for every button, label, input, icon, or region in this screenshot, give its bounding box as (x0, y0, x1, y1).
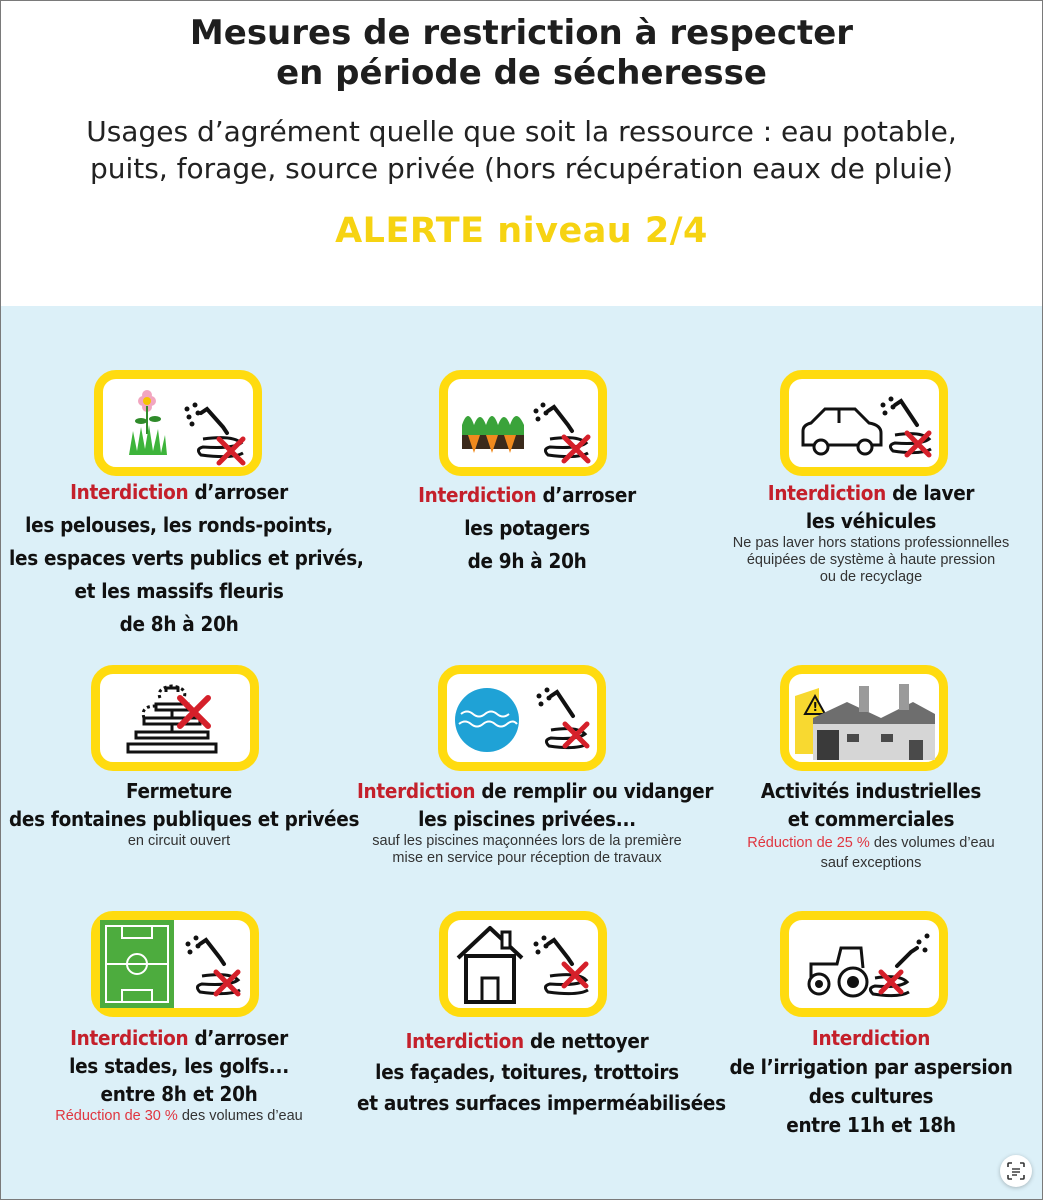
measure-line: de remplir ou vidanger (475, 779, 714, 803)
interdiction-label: Interdiction (767, 481, 886, 505)
subtitle-line-2: puits, forage, source privée (hors récupération eaux de pluie) (90, 152, 953, 185)
interdiction-label: Interdiction (70, 480, 189, 504)
tractor-irrigation-prohibited-icon (780, 911, 948, 1017)
svg-text:!: ! (812, 700, 818, 714)
measure-note: équipées de système à haute pression (746, 552, 996, 568)
title-line-1: Mesures de restriction à respecter (189, 13, 854, 53)
car-washing-prohibited-icon (780, 370, 948, 476)
measure-line: de 8h à 20h (119, 612, 239, 636)
pool-filling-prohibited-icon (438, 665, 606, 771)
measure-line: des fontaines publiques et privées (9, 807, 360, 831)
measure-line: les façades, toitures, trottoirs (375, 1060, 679, 1084)
alert-level: ALERTE niveau 2/4 (335, 211, 708, 251)
subtitle (1, 113, 1042, 187)
measure-line: Activités industrielles (760, 779, 982, 803)
measure-stadiums (9, 1024, 349, 1125)
interdiction-label: Interdiction (357, 779, 476, 803)
measure-line: les stades, les golfs... (69, 1054, 289, 1078)
measure-line: et les massifs fleuris (74, 579, 284, 603)
interdiction-label: Interdiction (70, 1026, 189, 1050)
page-title (1, 13, 1042, 93)
measure-line: de nettoyer (523, 1029, 649, 1053)
measure-irrigation (701, 1024, 1041, 1140)
interdiction-label: Interdiction (811, 1026, 931, 1050)
measure-line: et commerciales (787, 807, 955, 831)
measure-vehicles (701, 479, 1041, 586)
measure-line: et autres surfaces imperméabilisées (357, 1091, 726, 1115)
measure-note: des volumes d’eau (869, 835, 995, 851)
reduction-label: Réduction de 30 % (55, 1108, 178, 1124)
reduction-label: Réduction de 25 % (747, 835, 870, 851)
measure-line: les piscines privées... (418, 807, 636, 831)
measure-line: Fermeture (126, 779, 232, 803)
measure-line: d’arroser (188, 1026, 288, 1050)
measure-note: sauf exceptions (820, 855, 922, 871)
interdiction-label: Interdiction (418, 483, 537, 507)
scan-text-button[interactable] (1000, 1155, 1032, 1187)
measure-line: de l’irrigation par aspersion (729, 1055, 1013, 1079)
measure-lawns (9, 476, 364, 641)
subtitle-line-1: Usages d’agrément quelle que soit la ressource : eau potable, (86, 115, 957, 148)
measure-line: d’arroser (188, 480, 288, 504)
measure-note: des volumes d’eau (177, 1108, 303, 1124)
measure-note: en circuit ouvert (127, 833, 231, 849)
scan-text-icon (1007, 1162, 1025, 1180)
header (1, 1, 1042, 306)
measure-line: les potagers (464, 516, 590, 540)
measure-note: ou de recyclage (819, 569, 923, 585)
measure-note: Ne pas laver hors stations professionnelles (732, 535, 1010, 551)
house-cleaning-prohibited-icon (439, 911, 607, 1017)
stadium-watering-prohibited-icon (91, 911, 259, 1017)
fountain-prohibited-icon (91, 665, 259, 771)
measure-line: entre 11h et 18h (786, 1113, 956, 1137)
measure-line: de 9h à 20h (467, 549, 587, 573)
measure-line: de laver (885, 481, 975, 505)
measure-line: les espaces verts publics et privés, (9, 546, 364, 570)
measures-panel (1, 306, 1042, 1199)
measure-line: les véhicules (805, 509, 937, 533)
factory-warning-icon (780, 665, 948, 771)
measure-line: les pelouses, les ronds-points, (25, 513, 333, 537)
title-line-2: en période de sécheresse (276, 53, 767, 93)
measure-note: mise en service pour réception de travaux (392, 850, 662, 866)
measure-pools (357, 777, 714, 867)
measure-line: des cultures (808, 1084, 934, 1108)
vegetable-garden-watering-prohibited-icon (439, 370, 607, 476)
measure-line: d’arroser (536, 483, 636, 507)
interdiction-label: Interdiction (405, 1029, 524, 1053)
measure-note: sauf les piscines maçonnées lors de la première (372, 833, 682, 849)
measure-industrial (701, 777, 1041, 873)
measure-line: entre 8h et 20h (100, 1082, 258, 1106)
measure-vegetable-gardens (357, 479, 697, 578)
measure-fountains (9, 777, 360, 850)
flower-watering-prohibited-icon (94, 370, 262, 476)
measure-facades (357, 1026, 726, 1119)
